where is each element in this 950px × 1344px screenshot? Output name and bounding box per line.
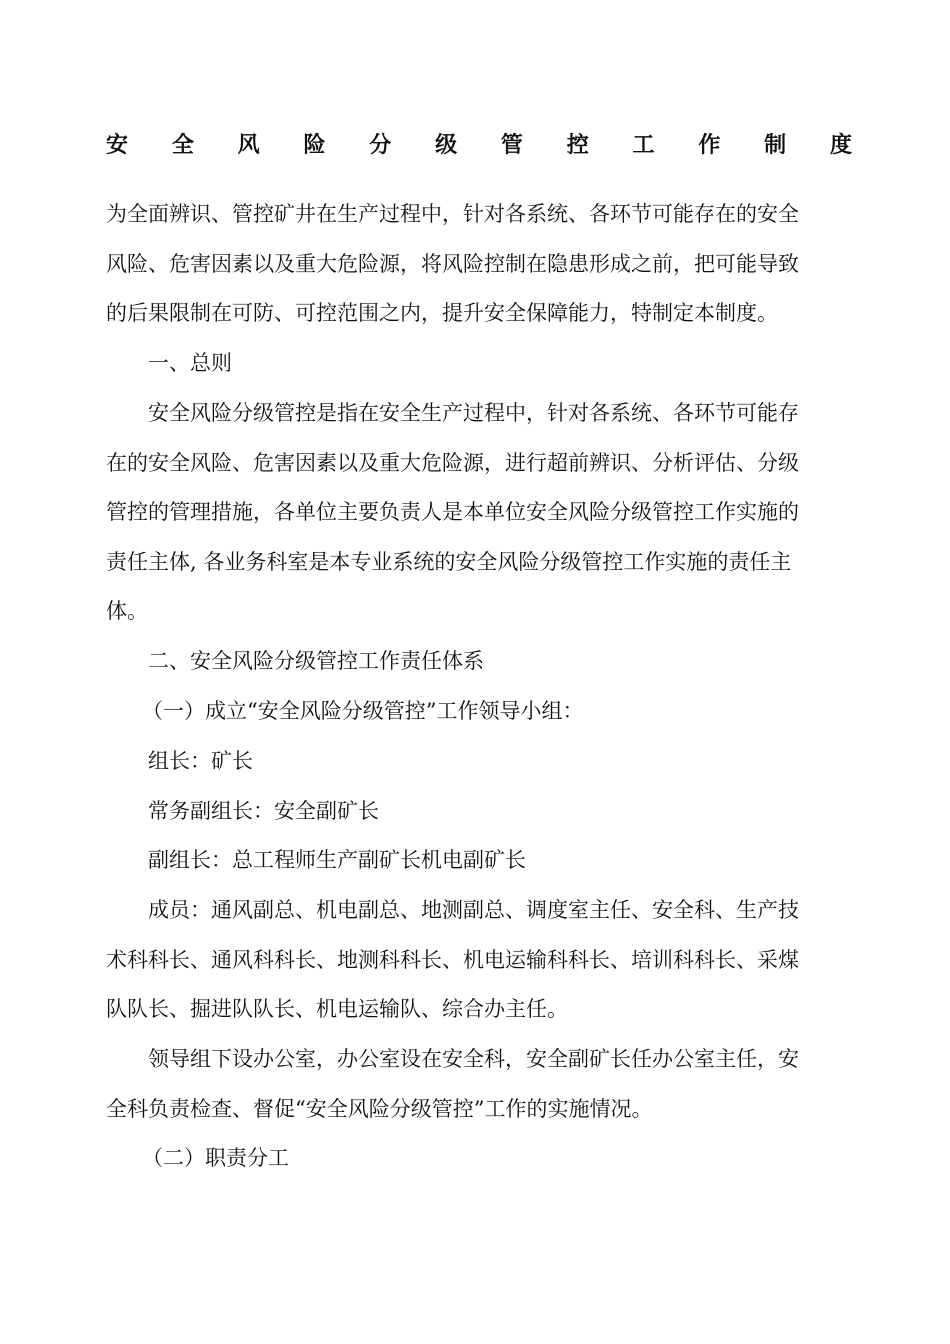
subsection-heading-leadership (106, 687, 854, 737)
heading-line: 一、总则 (148, 351, 232, 375)
general-paragraph (106, 389, 854, 637)
text-line: 队队长、掘进队队长、机电运输队、综合办主任。 (106, 997, 568, 1021)
title-char: 分 (369, 132, 392, 158)
text-line: 风险、危害因素以及重大危险源，将风险控制在隐患形成之前，把可能导致 (106, 251, 799, 276)
office-paragraph (106, 1035, 854, 1134)
document-title (106, 128, 852, 162)
heading-line: （一）成立“安全风险分级管控”工作领导小组： (142, 699, 584, 723)
title-char: 全 (171, 132, 194, 158)
text-line: 管控的管理措施，各单位主要负责人是本单位安全风险分级管控工作实施的 (106, 500, 799, 524)
leader-line (106, 737, 854, 787)
title-char: 工 (632, 132, 655, 158)
text-line: 副组长：总工程师生产副矿长机电副矿长 (148, 848, 526, 872)
text-line: 组长：矿长 (148, 749, 253, 773)
text-line: 的后果限制在可防、可控范围之内，提升安全保障能力，特制定本制度。 (106, 301, 778, 325)
title-char: 风 (237, 132, 260, 158)
text-line: 成员：通风副总、机电副总、地测副总、调度室主任、安全科、生产技 (148, 898, 799, 922)
text-line: 常务副组长：安全副矿长 (148, 799, 379, 823)
title-char: 安 (106, 132, 129, 158)
title-char: 控 (566, 132, 589, 158)
section-heading-responsibility (106, 637, 854, 687)
text-line: 安全风险分级管控是指在安全生产过程中，针对各系统、各环节可能存 (148, 401, 799, 425)
title-char: 险 (303, 132, 326, 158)
subsection-heading-duties (106, 1134, 854, 1184)
text-line: 为全面辨识、管控矿井在生产过程中，针对各系统、各环节可能存在的安全 (106, 202, 799, 226)
intro-paragraph (106, 190, 854, 339)
title-char: 制 (764, 132, 787, 158)
title-char: 管 (500, 132, 523, 158)
text-line: 体。 (106, 599, 148, 623)
section-heading-general (106, 339, 854, 389)
title-char: 度 (829, 132, 852, 158)
members-paragraph (106, 886, 854, 1035)
text-line: 术科科长、通风科科长、地测科科长、机电运输科科长、培训科科长、采煤 (106, 947, 799, 972)
title-char: 作 (698, 132, 721, 158)
heading-line: （二）职责分工 (142, 1146, 289, 1170)
text-line: 责任主体, 各业务科室是本专业系统的安全风险分级管控工作实施的责任主 (106, 549, 792, 574)
title-char: 级 (435, 132, 458, 158)
heading-line: 二、安全风险分级管控工作责任体系 (148, 649, 484, 673)
text-line: 全科负责检查、督促“安全风险分级管控”工作的实施情况。 (106, 1096, 653, 1121)
text-line: 在的安全风险、危害因素以及重大危险源，进行超前辨识、分析评估、分级 (106, 450, 799, 475)
exec-deputy-line (106, 787, 854, 837)
text-line: 领导组下设办公室，办公室设在安全科，安全副矿长任办公室主任，安 (148, 1047, 799, 1071)
deputies-line (106, 836, 854, 886)
